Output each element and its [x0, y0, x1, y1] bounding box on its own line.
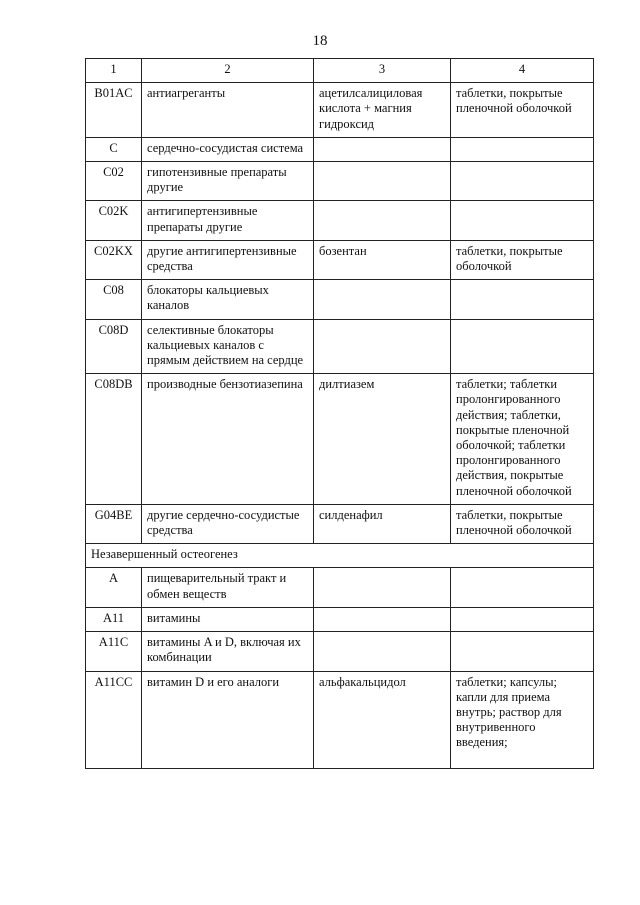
atc-code-cell: C02KX — [86, 240, 142, 279]
drug-cell: силденафил — [314, 504, 451, 543]
drug-table — [85, 58, 594, 769]
table-row — [86, 83, 594, 138]
group-cell: пищеварительный тракт и обмен веществ — [142, 568, 314, 607]
table-row — [86, 162, 594, 201]
header-cell-4: 4 — [451, 59, 594, 83]
drug-cell — [314, 162, 451, 201]
form-cell — [451, 568, 594, 607]
form-cell — [451, 319, 594, 374]
group-cell: блокаторы кальциевых каналов — [142, 280, 314, 319]
form-cell: таблетки, покрытые пленочной оболочкой — [451, 504, 594, 543]
atc-code-cell: C02 — [86, 162, 142, 201]
atc-code-cell: B01AC — [86, 83, 142, 138]
table-row — [86, 374, 594, 505]
group-cell: витамины — [142, 607, 314, 631]
group-cell: витамины A и D, включая их комбинации — [142, 632, 314, 671]
drug-cell — [314, 280, 451, 319]
group-cell: витамин D и его аналоги — [142, 671, 314, 768]
table-row — [86, 201, 594, 240]
atc-code-cell: C — [86, 137, 142, 161]
atc-code-cell: C08DB — [86, 374, 142, 505]
atc-code-cell: A11CC — [86, 671, 142, 768]
table-row — [86, 137, 594, 161]
group-cell: другие сердечно-сосудистые средства — [142, 504, 314, 543]
drug-cell — [314, 201, 451, 240]
drug-cell — [314, 137, 451, 161]
section-title: Незавершенный остеогенез — [86, 544, 594, 568]
form-cell — [451, 280, 594, 319]
table-row — [86, 568, 594, 607]
atc-code-cell: A11C — [86, 632, 142, 671]
atc-code-cell: C02K — [86, 201, 142, 240]
group-cell: антиагреганты — [142, 83, 314, 138]
atc-code-cell: G04BE — [86, 504, 142, 543]
section-row — [86, 544, 594, 568]
header-cell-3: 3 — [314, 59, 451, 83]
atc-code-cell: A11 — [86, 607, 142, 631]
form-cell: таблетки, покрытые пленочной оболочкой — [451, 83, 594, 138]
form-cell — [451, 632, 594, 671]
table-row — [86, 632, 594, 671]
drug-cell: дилтиазем — [314, 374, 451, 505]
group-cell: гипотензивные препараты другие — [142, 162, 314, 201]
atc-code-cell: C08D — [86, 319, 142, 374]
atc-code-cell: A — [86, 568, 142, 607]
header-cell-1: 1 — [86, 59, 142, 83]
group-cell: другие антигипертензивные средства — [142, 240, 314, 279]
atc-code-cell: C08 — [86, 280, 142, 319]
form-cell — [451, 162, 594, 201]
drug-cell: бозентан — [314, 240, 451, 279]
group-cell: производные бензотиазепина — [142, 374, 314, 505]
form-cell — [451, 137, 594, 161]
table-row — [86, 607, 594, 631]
drug-cell: ацетилсалициловая кислота + магния гидроксид — [314, 83, 451, 138]
table-row — [86, 319, 594, 374]
table-header-row — [86, 59, 594, 83]
page-number: 18 — [312, 33, 328, 49]
form-cell: таблетки; капсулы; капли для приема внутрь; раствор для внутривенного введения; — [451, 671, 594, 768]
form-cell: таблетки; таблетки пролонгированного действия; таблетки, покрытые пленочной оболочкой; таблетки пролонгированного действия, покрытые пленочной оболочкой — [451, 374, 594, 505]
header-cell-2: 2 — [142, 59, 314, 83]
group-cell: антигипертензивные препараты другие — [142, 201, 314, 240]
table-row — [86, 280, 594, 319]
group-cell: сердечно-сосудистая система — [142, 137, 314, 161]
form-cell — [451, 201, 594, 240]
drug-cell — [314, 319, 451, 374]
table-row — [86, 671, 594, 768]
table-row — [86, 240, 594, 279]
drug-cell: альфакальцидол — [314, 671, 451, 768]
group-cell: селективные блокаторы кальциевых каналов с прямым действием на сердце — [142, 319, 314, 374]
drug-cell — [314, 632, 451, 671]
form-cell: таблетки, покрытые оболочкой — [451, 240, 594, 279]
form-cell — [451, 607, 594, 631]
table-row — [86, 504, 594, 543]
drug-cell — [314, 568, 451, 607]
drug-cell — [314, 607, 451, 631]
